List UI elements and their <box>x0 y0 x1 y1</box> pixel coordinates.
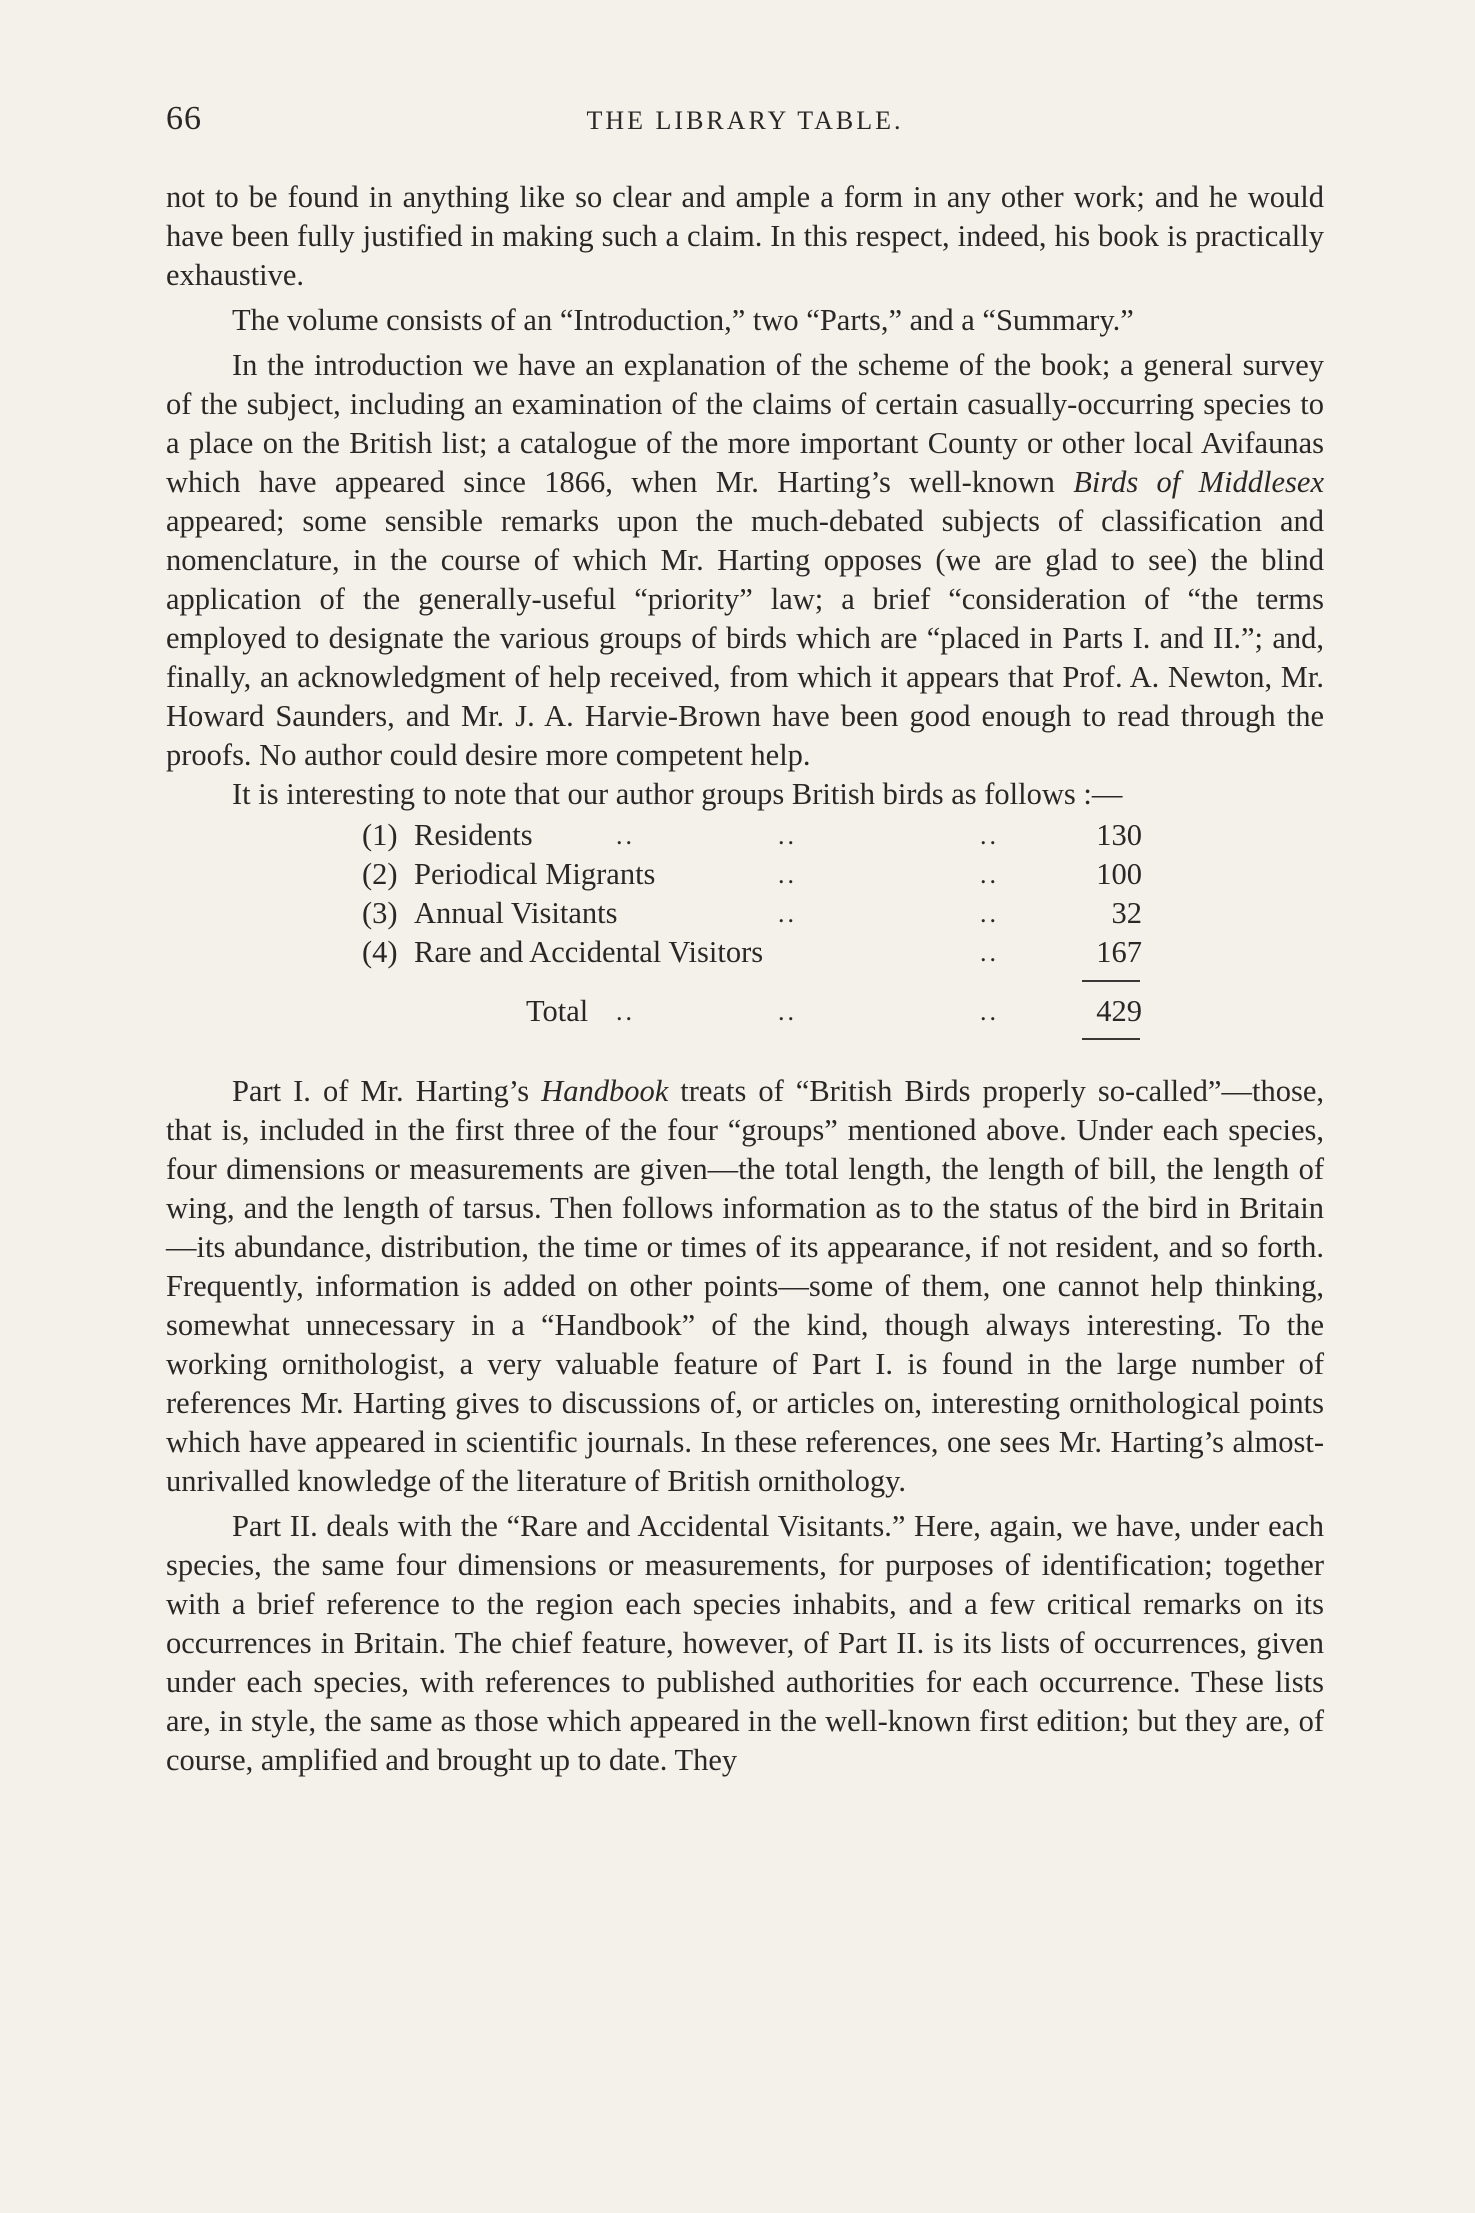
group-number: (1) <box>362 818 398 852</box>
paragraph-introduction-text-a: In the introduction we have an explanation of the scheme of the book; a general survey of the subject, including an examination of the claims of certain casually-occurring species to a place on the British list; a catalogue of the more important County or other local Avifaunas which have appeared since 1866, when Mr. Harting’s well-known <box>166 348 1324 499</box>
running-title: THE LIBRARY TABLE. <box>586 106 904 135</box>
paragraph-part-one-text-b: treats of “British Birds properly so-called”—those, that is, included in the first three of the four “groups” mentioned above. Under each species, four dimensions or measurements are given—the total length, the length of bill, the length of wing, and the length of tarsus. Then follows information as to the status of the bird in Britain—its abundance, distribution, the time or times of its appearance, if not resident, and so forth. Frequently, information is added on other points—some of them, one cannot help thinking, somewhat unnecessary in a “Handbook” of the kind, though always interesting. To the working ornithologist, a very valuable feature of Part I. is found in the large number of references Mr. Harting gives to discussions of, or articles on, interesting ornithological points which have appeared in scientific journals. In these references, one sees Mr. Harting’s almost-unrivalled knowledge of the literature of British ornithology. <box>166 1074 1324 1498</box>
total-rule <box>1082 1038 1140 1040</box>
paragraph-part-two: Part II. deals with the “Rare and Accidental Visitants.” Here, again, we have, under each species, the same four dimensions or measurements, for purposes of identification; together with a brief reference to the region each species inhabits, and a few critical remarks on its occurrences in Britain. The chief feature, however, of Part II. is its lists of occurrences, given under each species, with references to published authorities for each occurrence. These lists are, in style, the same as those which appeared in the well-known first edition; but they are, of course, amplified and brought up to date. They <box>166 1509 1324 1777</box>
paragraph-introduction-text-b: appeared; some sensible remarks upon the much-debated subjects of classification and nomenclature, in the course of which Mr. Harting opposes (we are glad to see) the blind application of the generally-useful “priority” law; a brief “consideration of “the terms employed to designate the various groups of birds which are “placed in Parts I. and II.”; and, finally, an acknowledgment of help received, from which it appears that Prof. A. Newton, Mr. Howard Saunders, and Mr. J. A. Harvie-Brown have been good enough to read through the proofs. No author could desire more competent help. <box>166 504 1324 772</box>
table-row <box>166 855 1324 894</box>
total-count: 429 <box>1096 994 1142 1028</box>
group-label: Annual Visitants <box>414 896 618 930</box>
group-number: (3) <box>362 896 398 930</box>
body-text <box>166 178 1324 1780</box>
paragraph-part-one-text-a: Part I. of Mr. Harting’s <box>232 1074 542 1108</box>
leader-dots: .. <box>616 997 635 1026</box>
table-row <box>166 933 1324 972</box>
leader-dots: .. <box>778 860 797 889</box>
group-number: (4) <box>362 935 398 969</box>
book-title-birds-of-middlesex: Birds of Middlesex <box>1073 465 1324 499</box>
paragraph-part-one <box>166 1072 1324 1501</box>
running-head <box>166 100 1324 144</box>
group-label: Rare and Accidental Visitors <box>414 935 764 969</box>
table-row <box>166 816 1324 855</box>
group-count: 167 <box>1096 935 1142 969</box>
paragraph-volume-contents: The volume consists of an “Introduction,” two “Parts,” and a “Summary.” <box>232 303 1134 337</box>
leader-dots: .. <box>980 899 999 928</box>
leader-dots: .. <box>980 860 999 889</box>
leader-dots: .. <box>980 821 999 850</box>
paragraph-groups-intro: It is interesting to note that our author groups British birds as follows :— <box>232 777 1123 811</box>
group-number: (2) <box>362 857 398 891</box>
leader-dots: .. <box>980 938 999 967</box>
leader-dots: .. <box>778 899 797 928</box>
paragraph-continued: not to be found in anything like so clear and ample a form in any other work; and he would have been fully justified in making such a claim. In this respect, indeed, his book is practically exhaustive. <box>166 180 1324 292</box>
book-title-handbook: Handbook <box>541 1074 669 1108</box>
group-count: 130 <box>1096 818 1142 852</box>
table-row <box>166 894 1324 933</box>
leader-dots: .. <box>980 997 999 1026</box>
page-number: 66 <box>166 100 202 137</box>
leader-dots: .. <box>778 997 797 1026</box>
total-label: Total <box>526 994 589 1028</box>
group-label: Residents <box>414 818 533 852</box>
paragraph-introduction <box>166 346 1324 775</box>
leader-dots: .. <box>778 821 797 850</box>
bird-groups-table <box>166 816 1324 1066</box>
group-count: 32 <box>1111 896 1142 930</box>
group-count: 100 <box>1096 857 1142 891</box>
leader-dots: .. <box>616 821 635 850</box>
group-label: Periodical Migrants <box>414 857 656 891</box>
sum-rule <box>1082 980 1140 982</box>
table-total-row <box>166 992 1324 1031</box>
